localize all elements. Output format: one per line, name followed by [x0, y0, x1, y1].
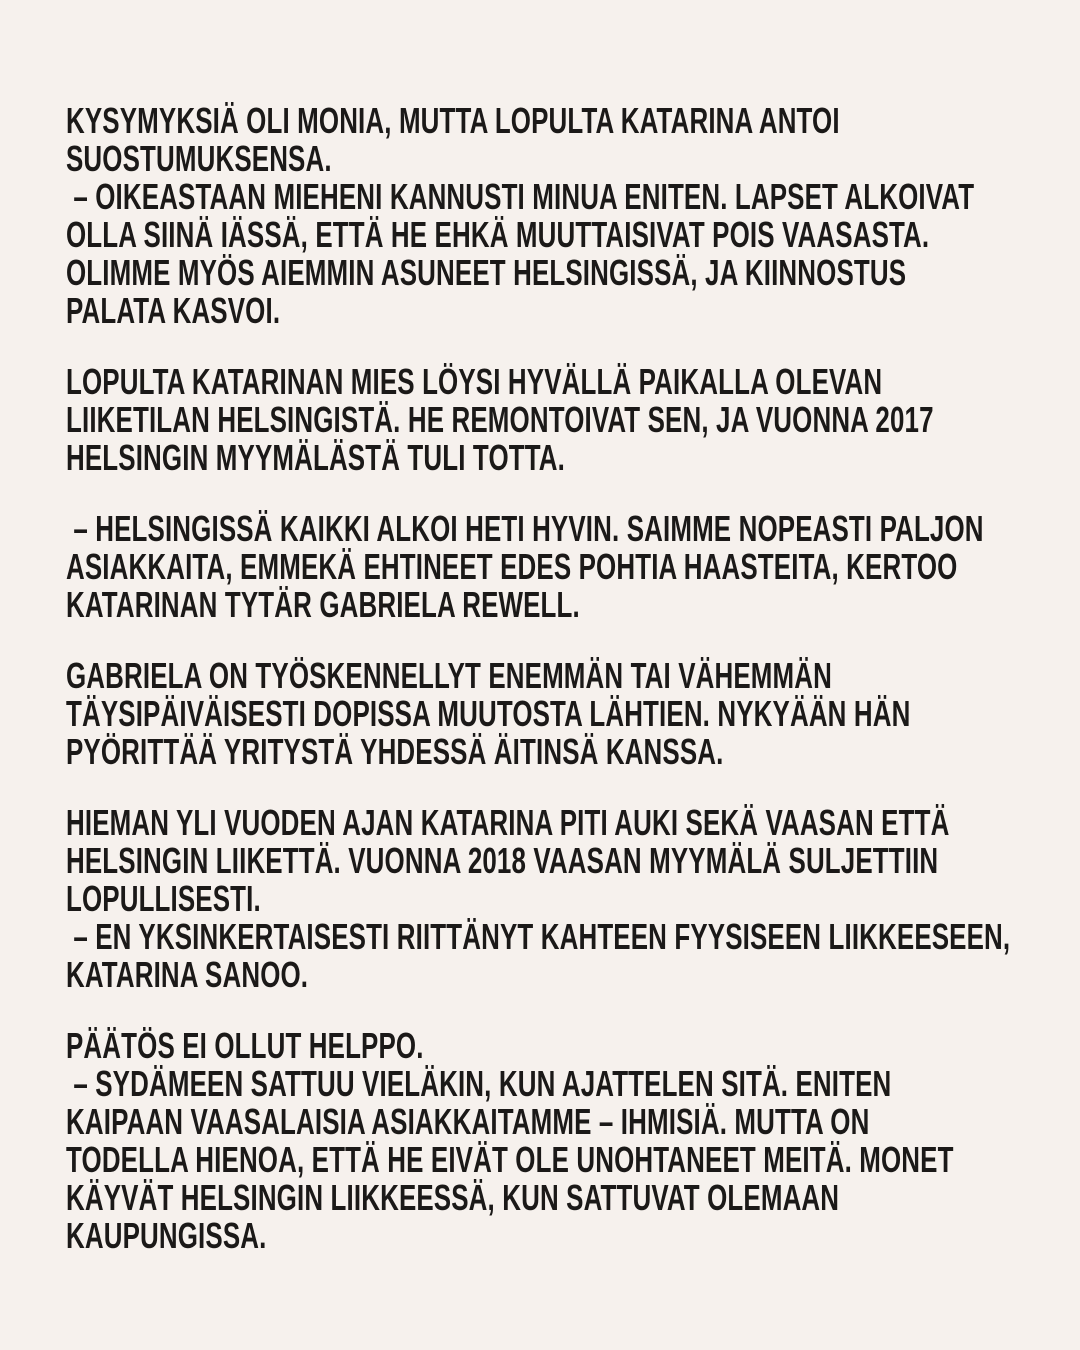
text-line: PALATA KASVOI. [66, 290, 281, 331]
text-line: KATARINA SANOO. [66, 954, 309, 995]
text-line: – HELSINGISSÄ KAIKKI ALKOI HETI HYVIN. SAIMME NOPEASTI PALJON [66, 508, 984, 549]
paragraph [66, 804, 1031, 994]
paragraph [66, 657, 1031, 771]
text-line: OLLA SIINÄ IÄSSÄ, ETTÄ HE EHKÄ MUUTTAISIVAT POIS VAASASTA. [66, 214, 930, 255]
text-line: KÄYVÄT HELSINGIN LIIKKEESSÄ, KUN SATTUVAT OLEMAAN [66, 1177, 840, 1218]
text-line: HELSINGIN MYYMÄLÄSTÄ TULI TOTTA. [66, 437, 565, 478]
text-line: SUOSTUMUKSENSA. [66, 138, 332, 179]
text-line: ASIAKKAITA, EMMEKÄ EHTINEET EDES POHTIA HAASTEITA, KERTOO [66, 546, 958, 587]
text-line: HIEMAN YLI VUODEN AJAN KATARINA PITI AUKI SEKÄ VAASAN ETTÄ [66, 802, 950, 843]
text-line: KATARINAN TYTÄR GABRIELA REWELL. [66, 584, 580, 625]
paragraph [66, 510, 1031, 624]
text-line: TODELLA HIENOA, ETTÄ HE EIVÄT OLE UNOHTANEET MEITÄ. MONET [66, 1139, 954, 1180]
text-line: – SYDÄMEEN SATTUU VIELÄKIN, KUN AJATTELEN SITÄ. ENITEN [66, 1063, 892, 1104]
text-line: KAUPUNGISSA. [66, 1215, 267, 1256]
text-line: KAIPAAN VAASALAISIA ASIAKKAITAMME – IHMISIÄ. MUTTA ON [66, 1101, 870, 1142]
text-line: LOPULTA KATARINAN MIES LÖYSI HYVÄLLÄ PAIKALLA OLEVAN [66, 361, 883, 402]
text-line: PÄÄTÖS EI OLLUT HELPPO. [66, 1025, 424, 1066]
paragraph [66, 1027, 1031, 1255]
text-line: HELSINGIN LIIKETTÄ. VUONNA 2018 VAASAN MYYMÄLÄ SULJETTIIN [66, 840, 939, 881]
article-text-block [66, 102, 1080, 1255]
text-line: – OIKEASTAAN MIEHENI KANNUSTI MINUA ENITEN. LAPSET ALKOIVAT [66, 176, 975, 217]
paragraph [66, 102, 1031, 330]
paragraph [66, 363, 1031, 477]
text-line: LIIKETILAN HELSINGISTÄ. HE REMONTOIVAT SEN, JA VUONNA 2017 [66, 399, 934, 440]
text-line: GABRIELA ON TYÖSKENNELLYT ENEMMÄN TAI VÄHEMMÄN [66, 655, 833, 696]
text-line: LOPULLISESTI. [66, 878, 261, 919]
text-line: KYSYMYKSIÄ OLI MONIA, MUTTA LOPULTA KATARINA ANTOI [66, 100, 840, 141]
text-line: OLIMME MYÖS AIEMMIN ASUNEET HELSINGISSÄ, JA KIINNOSTUS [66, 252, 907, 293]
text-line: – EN YKSINKERTAISESTI RIITTÄNYT KAHTEEN FYYSISEEN LIIKKEESEEN, [66, 916, 1011, 957]
text-line: PYÖRITTÄÄ YRITYSTÄ YHDESSÄ ÄITINSÄ KANSSA. [66, 731, 724, 772]
text-line: TÄYSIPÄIVÄISESTI DOPISSA MUUTOSTA LÄHTIEN. NYKYÄÄN HÄN [66, 693, 911, 734]
